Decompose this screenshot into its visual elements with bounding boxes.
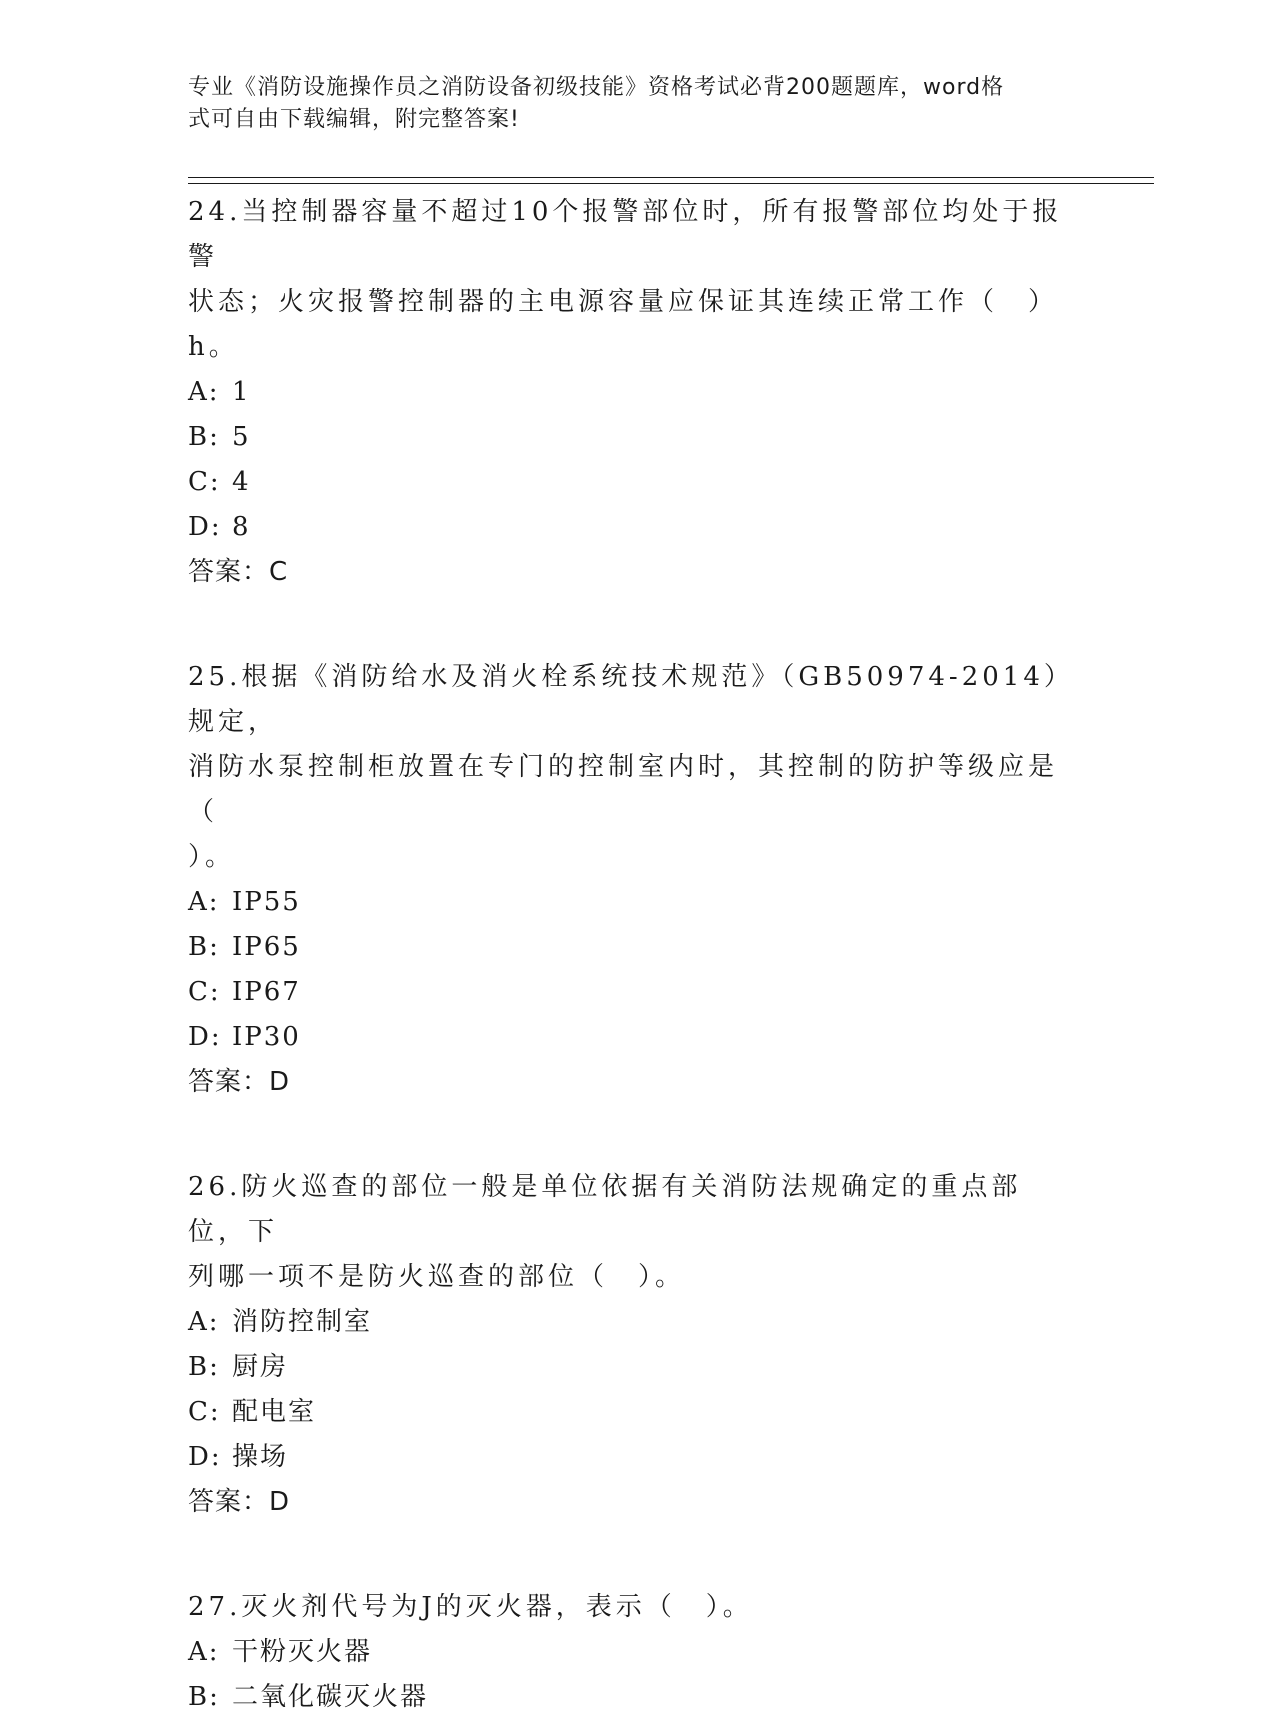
option-text: 配电室	[232, 1397, 317, 1427]
option-label: D:	[188, 512, 222, 542]
question-stem-line: 25.根据《消防给水及消火栓系统技术规范》（GB50974-2014）规定，	[188, 662, 1061, 737]
answer-option	[188, 1345, 1068, 1390]
header-line-2: 式可自由下载编辑，附完整答案!	[188, 107, 520, 132]
option-text: IP65	[232, 932, 301, 962]
answer-option	[188, 415, 1068, 460]
option-text: 消防控制室	[232, 1307, 373, 1337]
answer-option	[188, 370, 1068, 415]
answer-option	[188, 970, 1068, 1015]
option-label: D:	[188, 1022, 222, 1052]
answer-option	[188, 1390, 1068, 1435]
option-text: IP67	[232, 977, 301, 1007]
question-item	[188, 1165, 1068, 1525]
option-text: 干粉灭火器	[232, 1637, 373, 1667]
answer-option	[188, 1435, 1068, 1480]
question-stem-line: 26.防火巡查的部位一般是单位依据有关消防法规确定的重点部位，下	[188, 1172, 1022, 1247]
question-stem-line: 状态；火灾报警控制器的主电源容量应保证其连续正常工作（ ）h。	[188, 287, 1059, 362]
answer-option	[188, 1630, 1068, 1675]
option-label: A:	[188, 377, 220, 407]
question-item	[188, 190, 1068, 595]
option-text: 1	[232, 377, 251, 407]
answer-option	[188, 1300, 1068, 1345]
option-label: C:	[188, 467, 221, 497]
answer-option	[188, 460, 1068, 505]
option-text: 操场	[232, 1442, 289, 1472]
header-line-1: 专业《消防设施操作员之消防设备初级技能》资格考试必背200题题库，word格	[188, 75, 1005, 100]
header-divider-top	[188, 177, 1154, 178]
answer-option	[188, 1675, 1068, 1720]
option-label: A:	[188, 1637, 220, 1667]
option-text: 5	[232, 422, 251, 452]
question-stem-line: 列哪一项不是防火巡查的部位（ ）。	[188, 1262, 686, 1292]
question-item	[188, 655, 1068, 1105]
answer-option	[188, 925, 1068, 970]
option-text: 4	[232, 467, 251, 497]
answer-option	[188, 1015, 1068, 1060]
option-label: B:	[188, 1352, 220, 1382]
option-label: A:	[188, 1307, 220, 1337]
answer-option	[188, 505, 1068, 550]
question-list	[188, 190, 1068, 1720]
question-stem-line: 24.当控制器容量不超过10个报警部位时，所有报警部位均处于报警	[188, 197, 1063, 272]
question-item	[188, 1585, 1068, 1720]
option-label: C:	[188, 977, 221, 1007]
option-label: B:	[188, 932, 220, 962]
option-label: C:	[188, 1397, 221, 1427]
option-label: B:	[188, 1682, 220, 1712]
option-text: 厨房	[232, 1352, 289, 1382]
question-stem-line: ）。	[188, 842, 236, 872]
option-text: IP30	[232, 1022, 301, 1052]
option-text: 8	[232, 512, 251, 542]
header-divider-bottom	[188, 183, 1154, 184]
answer-key: 答案：D	[188, 1067, 291, 1097]
option-label: D:	[188, 1442, 222, 1472]
option-text: 二氧化碳灭火器	[232, 1682, 429, 1712]
option-label: A:	[188, 887, 220, 917]
answer-option	[188, 880, 1068, 925]
answer-key: 答案：D	[188, 1487, 291, 1517]
answer-key: 答案：C	[188, 557, 289, 587]
question-stem-line: 消防水泵控制柜放置在专门的控制室内时，其控制的防护等级应是（	[188, 752, 1059, 827]
option-label: B:	[188, 422, 220, 452]
document-header	[188, 72, 1068, 136]
question-stem-line: 27.灭火剂代号为J的灭火器，表示（ ）。	[188, 1592, 753, 1622]
option-text: IP55	[232, 887, 301, 917]
